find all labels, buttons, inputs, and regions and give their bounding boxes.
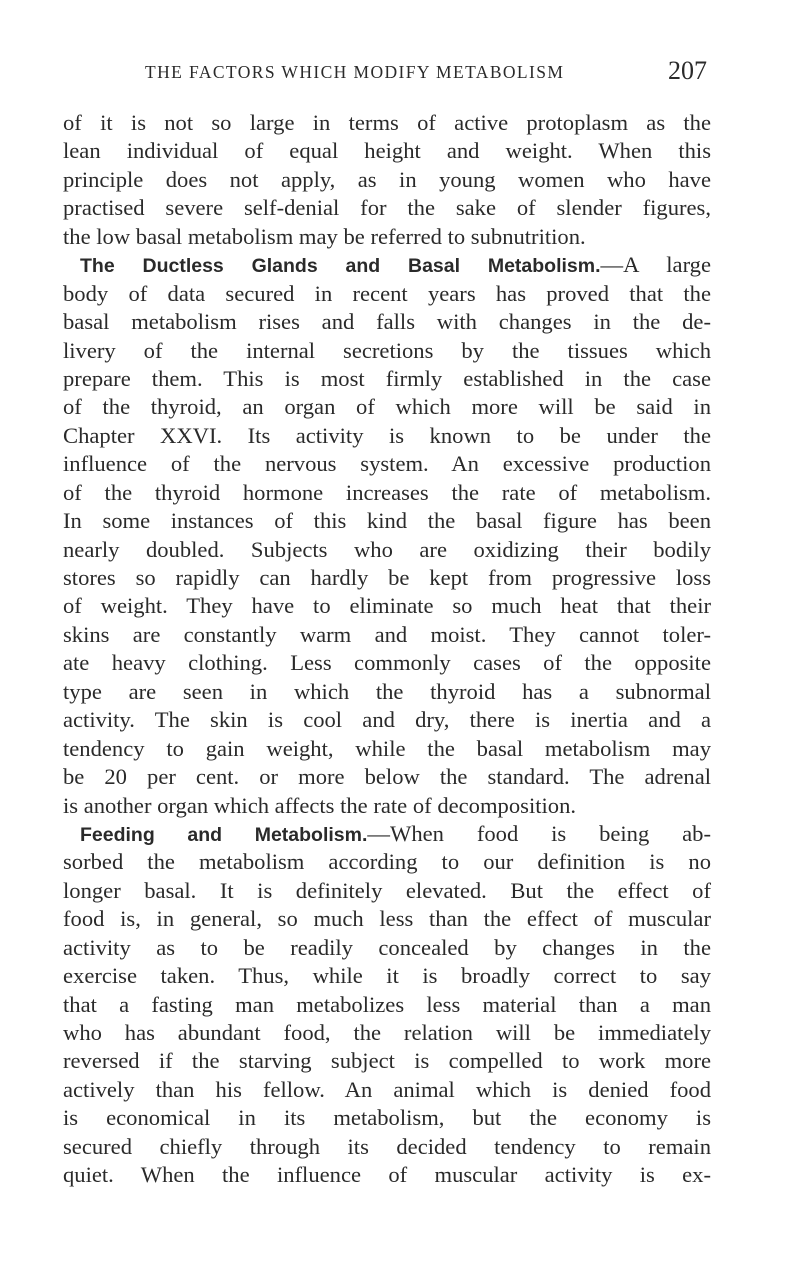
section-ductless-glands	[63, 251, 711, 279]
text-line: prepare them. This is most firmly established in the case	[63, 365, 711, 391]
section-feeding-metabolism	[63, 820, 711, 848]
page-number: 207	[668, 56, 707, 85]
text-line: secured chiefly through its decided tendency to remain	[63, 1133, 711, 1159]
text-line: In some instances of this kind the basal figure has been	[63, 508, 711, 534]
text-line: the low basal metabolism may be referred to subnutrition.	[63, 223, 586, 249]
text-line: longer basal. It is definitely elevated. But the effect of	[63, 877, 711, 903]
text-line: Chapter XXVI. Its activity is known to be under the	[63, 422, 711, 448]
text-line: ate heavy clothing. Less commonly cases of the opposite	[63, 650, 711, 676]
text-line: of it is not so large in terms of active protoplasm as the	[63, 110, 711, 135]
text-line: influence of the nervous system. An excessive production	[63, 451, 711, 477]
text-line: actively than his fellow. An animal which is denied food	[63, 1076, 711, 1102]
text-line: sorbed the metabolism according to our definition is no	[63, 849, 711, 875]
running-title: THE FACTORS WHICH MODIFY METABOLISM	[145, 62, 565, 82]
text-line: exercise taken. Thus, while it is broadly correct to say	[63, 963, 711, 989]
text-line: of weight. They have to eliminate so much heat that their	[63, 593, 711, 619]
text-line: skins are constantly warm and moist. They cannot toler-	[63, 621, 711, 647]
text-line: lean individual of equal height and weight. When this	[63, 138, 711, 164]
section-lead-text: —A large	[600, 252, 712, 278]
text-line: stores so rapidly can hardly be kept from progressive loss	[63, 565, 711, 590]
body-text	[63, 109, 711, 1190]
text-line: that a fasting man metabolizes less material than a man	[63, 991, 711, 1017]
text-line: who has abundant food, the relation will be immediately	[63, 1020, 711, 1045]
text-line: type are seen in which the thyroid has a subnormal	[63, 678, 711, 704]
text-line: body of data secured in recent years has proved that the	[63, 280, 711, 306]
text-line: reversed if the starving subject is compelled to work more	[63, 1048, 711, 1074]
text-line: principle does not apply, as in young women who have	[63, 166, 711, 192]
text-line: quiet. When the influence of muscular activity is ex-	[63, 1162, 711, 1188]
running-head	[145, 56, 707, 88]
text-line: of the thyroid, an organ of which more will be said in	[63, 394, 711, 420]
text-line: nearly doubled. Subjects who are oxidizing their bodily	[63, 536, 711, 562]
text-line: basal metabolism rises and falls with changes in the de-	[63, 309, 711, 335]
section-heading: The Ductless Glands and Basal Metabolism.	[80, 255, 601, 278]
text-line: activity. The skin is cool and dry, there is inertia and a	[63, 707, 711, 733]
text-line: livery of the internal secretions by the tissues which	[63, 337, 711, 363]
text-line: be 20 per cent. or more below the standard. The adrenal	[63, 764, 711, 790]
section-lead-text: —When food is being ab-	[367, 820, 711, 846]
text-line: activity as to be readily concealed by changes in the	[63, 934, 711, 960]
text-line: practised severe self-denial for the sake of slender figures,	[63, 195, 711, 221]
section-heading: Feeding and Metabolism.	[80, 823, 368, 846]
text-line: is economical in its metabolism, but the economy is	[63, 1105, 711, 1131]
text-line: tendency to gain weight, while the basal metabolism may	[63, 735, 711, 761]
text-line: food is, in general, so much less than the effect of muscular	[63, 906, 711, 932]
text-line: is another organ which affects the rate of decomposition.	[63, 792, 577, 818]
text-line: of the thyroid hormone increases the rate of metabolism.	[63, 479, 711, 505]
